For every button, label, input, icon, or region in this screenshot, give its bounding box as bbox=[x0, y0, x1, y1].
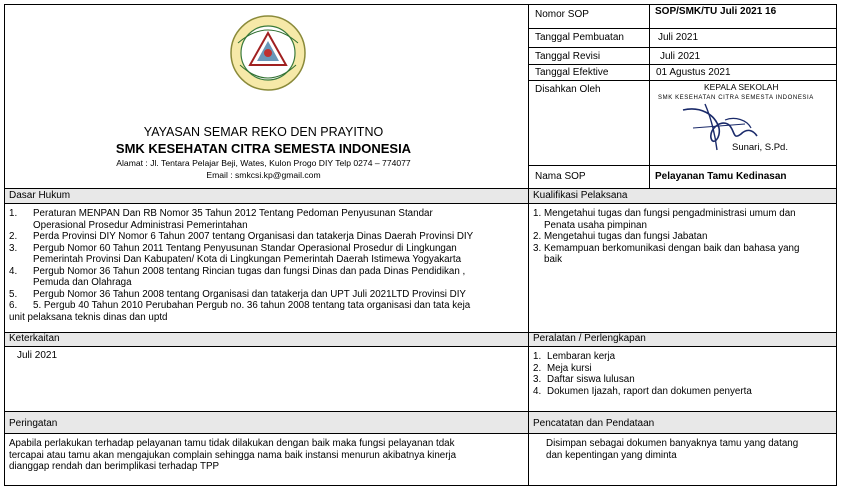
item-number: 2. bbox=[533, 362, 542, 374]
item-number: 1. bbox=[9, 208, 18, 219]
text-line: dianggap rendah dan berimplikasi terhadap TPP bbox=[9, 461, 220, 472]
pencatatan-text bbox=[546, 438, 798, 461]
meta-row-line bbox=[528, 165, 837, 166]
list-item bbox=[533, 363, 752, 375]
item-number: 1. bbox=[533, 351, 542, 362]
item-line: Pergub Nomor 60 Tahun 2011 Tentang Penyusunan Standar Operasional Prosedur di Lingkungan bbox=[33, 242, 457, 254]
item-line: Pemuda dan Olahraga bbox=[33, 277, 132, 288]
item-number: 1. bbox=[533, 208, 542, 219]
school-email: Email : smkcsi.kp@gmail.com bbox=[206, 170, 321, 180]
dasar-hukum-list bbox=[9, 208, 473, 323]
item-line: Kemampuan berkomunikasi dengan baik dan bahasa yang bbox=[544, 242, 800, 254]
text-line: Disimpan sebagai dokumen banyaknya tamu yang datang bbox=[546, 438, 799, 449]
item-line: Daftar siswa lulusan bbox=[547, 374, 635, 385]
list-item bbox=[9, 243, 473, 266]
item-line: Perda Provinsi DIY Nomor 6 Tahun 2007 tentang Organisasi dan tatakerja Dinas Daerah Provinsi DIY bbox=[33, 231, 474, 242]
list-item bbox=[533, 208, 799, 231]
item-line: Pergub Nomor 36 Tahun 2008 tentang Organisasi dan tatakerja dan UPT Juli 2021LTD Provinsi DIY bbox=[33, 288, 466, 300]
keterkaitan-value: Juli 2021 bbox=[17, 350, 58, 361]
item-number: 2. bbox=[9, 231, 18, 242]
item-line: Lembaran kerja bbox=[547, 351, 616, 362]
school-name: SMK KESEHATAN CITRA SEMESTA INDONESIA bbox=[115, 141, 412, 156]
dasar-hukum-title: Dasar Hukum bbox=[9, 190, 71, 201]
meta-row-line bbox=[528, 28, 837, 29]
item-line: 5. Pergub 40 Tahun 2010 Perubahan Pergub no. 36 tahun 2008 tentang tata organisasi dan tata keja bbox=[33, 300, 471, 311]
item-number: 4. bbox=[533, 385, 542, 397]
meta-row-line bbox=[528, 64, 837, 65]
list-item bbox=[9, 289, 473, 301]
item-number: 3. bbox=[533, 242, 542, 254]
text-line: dan kepentingan yang diminta bbox=[546, 449, 677, 461]
peringatan-text bbox=[9, 438, 456, 473]
item-line: baik bbox=[544, 254, 562, 265]
item-line: Peraturan MENPAN Dan RB Nomor 35 Tahun 2012 Tentang Pedoman Penyusunan Standar bbox=[33, 208, 433, 219]
meta-col-divider bbox=[649, 4, 650, 188]
item-number: 2. bbox=[533, 231, 542, 242]
peringatan-title: Peringatan bbox=[9, 418, 58, 429]
nama-sop-label: Nama SOP bbox=[535, 171, 586, 182]
list-item bbox=[533, 386, 752, 398]
peralatan-title: Peralatan / Perlengkapan bbox=[533, 333, 646, 344]
meta-row-line bbox=[528, 47, 837, 48]
list-item bbox=[9, 231, 473, 243]
nomor-sop-value: SOP/SMK/TU Juli 2021 16 bbox=[655, 6, 777, 17]
nama-sop-value: Pelayanan Tamu Kedinasan bbox=[655, 171, 787, 182]
tanggal-efektive-value: 01 Agustus 2021 bbox=[656, 67, 731, 78]
item-line: Pergub Nomor 36 Tahun 2008 tentang Rincian tugas dan fungsi Dinas dan pada Dinas Pendidikan , bbox=[33, 265, 466, 277]
item-line: Operasional Prosedur Administrasi Pemerintahan bbox=[33, 219, 248, 231]
tanggal-pembuatan-label: Tanggal Pembuatan bbox=[535, 32, 624, 43]
text-line: Apabila perlakukan terhadap pelayanan tamu tidak dilakukan dengan baik maka fungsi pelayanan tdak bbox=[9, 438, 455, 449]
dasar-hukum-header bbox=[5, 189, 528, 204]
tanggal-efektive-label: Tanggal Efektive bbox=[535, 67, 609, 78]
item-line: Meja kursi bbox=[547, 362, 592, 374]
tanggal-revisi-label: Tanggal Revisi bbox=[535, 51, 601, 62]
item-line: Dokumen Ijazah, raport dan dokumen penyerta bbox=[547, 385, 752, 397]
disahkan-label: Disahkan Oleh bbox=[535, 84, 601, 95]
item-number: 3. bbox=[533, 374, 542, 385]
item-number: 6. bbox=[9, 300, 18, 311]
nomor-sop-label: Nomor SOP bbox=[535, 9, 589, 20]
peringatan-header bbox=[5, 412, 528, 434]
tanggal-pembuatan-value: Juli 2021 bbox=[658, 32, 699, 43]
list-item bbox=[533, 231, 799, 243]
item-number: 3. bbox=[9, 242, 18, 254]
item-number: 4. bbox=[9, 265, 18, 277]
meta-row-line bbox=[528, 80, 837, 81]
item-number: 5. bbox=[9, 288, 18, 300]
item-line: Penata usaha pimpinan bbox=[544, 219, 647, 231]
keterkaitan-header bbox=[5, 333, 528, 347]
list-item bbox=[9, 266, 473, 289]
item-line: Mengetahui tugas dan fungsi Jabatan bbox=[544, 231, 708, 242]
pencatatan-title: Pencatatan dan Pendataan bbox=[533, 418, 655, 429]
list-item bbox=[533, 374, 752, 386]
kualifikasi-list bbox=[533, 208, 799, 266]
tanggal-revisi-value: Juli 2021 bbox=[660, 51, 701, 62]
list-item bbox=[533, 351, 752, 363]
list-item bbox=[9, 208, 473, 231]
school-address: Alamat : Jl. Tentara Pelajar Beji, Wates, Kulon Progo DIY Telp 0274 – 774077 bbox=[116, 158, 411, 168]
list-item bbox=[533, 243, 799, 266]
keterkaitan-title: Keterkaitan bbox=[9, 333, 60, 344]
item-line: unit pelaksana teknis dinas dan uptd bbox=[9, 311, 168, 323]
kepala-name: Sunari, S.Pd. bbox=[732, 142, 788, 153]
peralatan-list bbox=[533, 351, 752, 397]
kepala-title: KEPALA SEKOLAH bbox=[704, 82, 779, 92]
foundation-name: YAYASAN SEMAR REKO DEN PRAYITNO bbox=[143, 125, 384, 139]
item-line: Pemerintah Provinsi Dan Kabupaten/ Kota di Lingkungan Pemerintah Daerah Istimewa Yogyakarta bbox=[33, 254, 462, 265]
list-item bbox=[9, 300, 473, 323]
text-line: tercapai atau tamu akan mengajukan complain sehingga nama baik instansi menurun akibatnya kinerja bbox=[9, 449, 457, 461]
kepala-school: SMK KESEHATAN CITRA SEMESTA INDONESIA bbox=[658, 95, 814, 101]
item-line: Mengetahui tugas dan fungsi pengadministrasi umum dan bbox=[544, 208, 796, 219]
school-logo bbox=[228, 13, 308, 93]
kualifikasi-title: Kualifikasi Pelaksana bbox=[533, 190, 628, 201]
